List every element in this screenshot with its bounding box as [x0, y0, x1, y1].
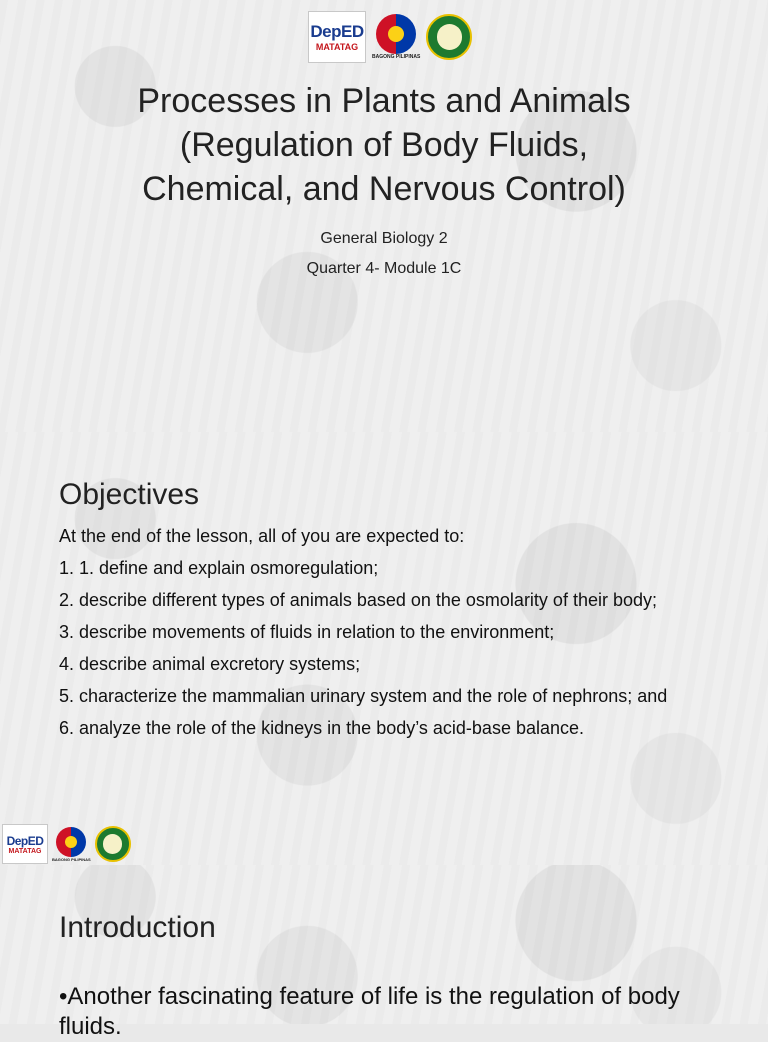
objectives-intro: At the end of the lesson, all of you are expected to:	[59, 526, 465, 546]
deped-logo	[308, 11, 366, 63]
region-seal-icon	[426, 14, 472, 60]
bullet-marker: •	[59, 983, 68, 1010]
bagong-pilipinas-logo: BAGONG PILIPINAS	[372, 14, 420, 60]
bagong-pilipinas-logo: BAGONG PILIPINAS	[52, 827, 91, 862]
deped-logo: DepED MATATAG	[2, 824, 48, 864]
objective-item: 4. describe animal excretory systems;	[59, 654, 361, 674]
objectives-list	[59, 524, 710, 748]
objectives-heading: Objectives	[59, 478, 200, 511]
bullet-text: Another fascinating feature of life is the regulation of body fluids.	[59, 983, 680, 1040]
subtitle-module: Quarter 4- Module 1C	[306, 260, 462, 277]
slide-title-text	[0, 79, 768, 211]
deped-logo-text: DepED	[310, 22, 364, 41]
matatag-logo-text: MATATAG	[315, 42, 359, 52]
slide-title	[0, 0, 768, 432]
objective-item: 1. 1. define and explain osmoregulation;	[59, 558, 379, 578]
slide-introduction	[0, 865, 768, 1040]
bagong-pilipinas-icon	[56, 827, 86, 857]
footer-logos	[2, 824, 131, 864]
introduction-heading: Introduction	[59, 911, 216, 944]
subtitle-block	[0, 224, 768, 284]
region-seal-icon	[95, 826, 131, 862]
title-line-1: Processes in Plants and Animals	[137, 82, 631, 120]
slide-objectives	[0, 432, 768, 865]
bagong-pilipinas-icon	[376, 14, 416, 54]
title-line-2: (Regulation of Body Fluids,	[179, 126, 589, 164]
objective-item: 2. describe different types of animals based on the osmolarity of their body;	[59, 590, 657, 610]
objective-item: 5. characterize the mammalian urinary system and the role of nephrons; and	[59, 686, 668, 706]
objective-item: 3. describe movements of fluids in relation to the environment;	[59, 622, 555, 642]
title-line-3: Chemical, and Nervous Control)	[142, 170, 626, 208]
header-logos	[308, 11, 472, 63]
objective-item: 6. analyze the role of the kidneys in the body’s acid-base balance.	[59, 718, 585, 738]
introduction-bullet	[59, 982, 710, 1042]
subtitle-course: General Biology 2	[320, 230, 448, 247]
